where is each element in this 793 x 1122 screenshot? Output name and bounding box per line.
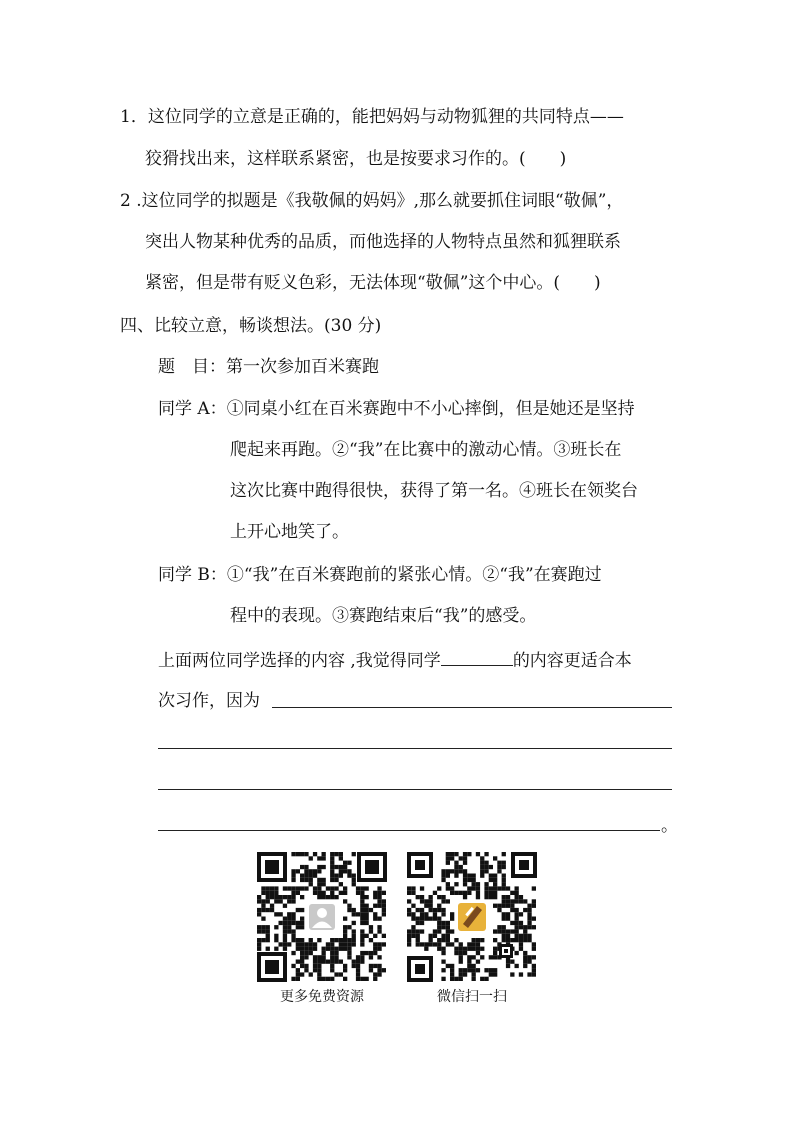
qr-code-wechat[interactable] (407, 852, 537, 982)
end-mark: 。 (661, 816, 678, 836)
student-a-row-1 (158, 398, 635, 420)
answer-prompt-line-1 (158, 649, 632, 672)
answer-blank-line[interactable] (158, 789, 672, 790)
topic-row (158, 356, 379, 378)
student-b-line: 程中的表现。③赛跑结束后“我”的感受。 (230, 606, 537, 626)
student-a-line: 这次比赛中跑得很快，获得了第一名。④班长在领奖台 (230, 481, 638, 501)
student-a-line: 爬起来再跑。②“我”在比赛中的激动心情。③班长在 (230, 440, 622, 460)
q1-line-1: 1．这位同学的立意是正确的，能把妈妈与动物狐狸的共同特点—— (120, 107, 624, 127)
qr-code-resources[interactable] (257, 852, 387, 982)
q2-line-3: 紧密，但是带有贬义色彩，无法体现“敬佩”这个中心。( ) (145, 273, 601, 293)
answer-blank-line[interactable] (158, 748, 672, 749)
answer-blank-line[interactable] (272, 707, 672, 708)
student-b-row-1 (158, 564, 602, 586)
student-choice-blank[interactable] (441, 649, 513, 666)
prompt-part-1: 上面两位同学选择的内容 ,我觉得同学 (158, 651, 441, 671)
student-a-line: ①同桌小红在百米赛跑中不小心摔倒，但是她还是坚持 (226, 399, 635, 419)
student-b-label: 同学 B： (158, 565, 227, 585)
q2-line-2: 突出人物某种优秀的品质，而他选择的人物特点虽然和狐狸联系 (145, 232, 621, 252)
user-avatar-icon (307, 902, 337, 932)
app-logo-icon (456, 901, 488, 933)
student-a-line: 上开心地笑了。 (230, 522, 349, 542)
answer-blank-line[interactable] (158, 830, 660, 831)
section-4-heading: 四、比较立意，畅谈想法。(30 分) (120, 316, 382, 336)
q2-line-1: 2 .这位同学的拟题是《我敬佩的妈妈》,那么就要抓住词眼“敬佩”， (120, 191, 624, 211)
answer-prompt-line-2 (158, 690, 260, 712)
student-a-label: 同学 A： (158, 399, 227, 419)
topic-label: 题 目： (158, 357, 226, 377)
prompt-part-2: 的内容更适合本 (512, 651, 632, 671)
prompt-line-2: 次习作，因为 (158, 691, 260, 711)
qr-caption-resources: 更多免费资源 (280, 989, 364, 1005)
q1-line-2: 狡猾找出来，这样联系紧密，也是按要求习作的。( ) (145, 149, 567, 169)
topic-text: 第一次参加百米赛跑 (226, 357, 379, 377)
student-b-line: ①“我”在百米赛跑前的紧张心情。②“我”在赛跑过 (226, 565, 602, 585)
qr-caption-wechat: 微信扫一扫 (437, 989, 507, 1005)
